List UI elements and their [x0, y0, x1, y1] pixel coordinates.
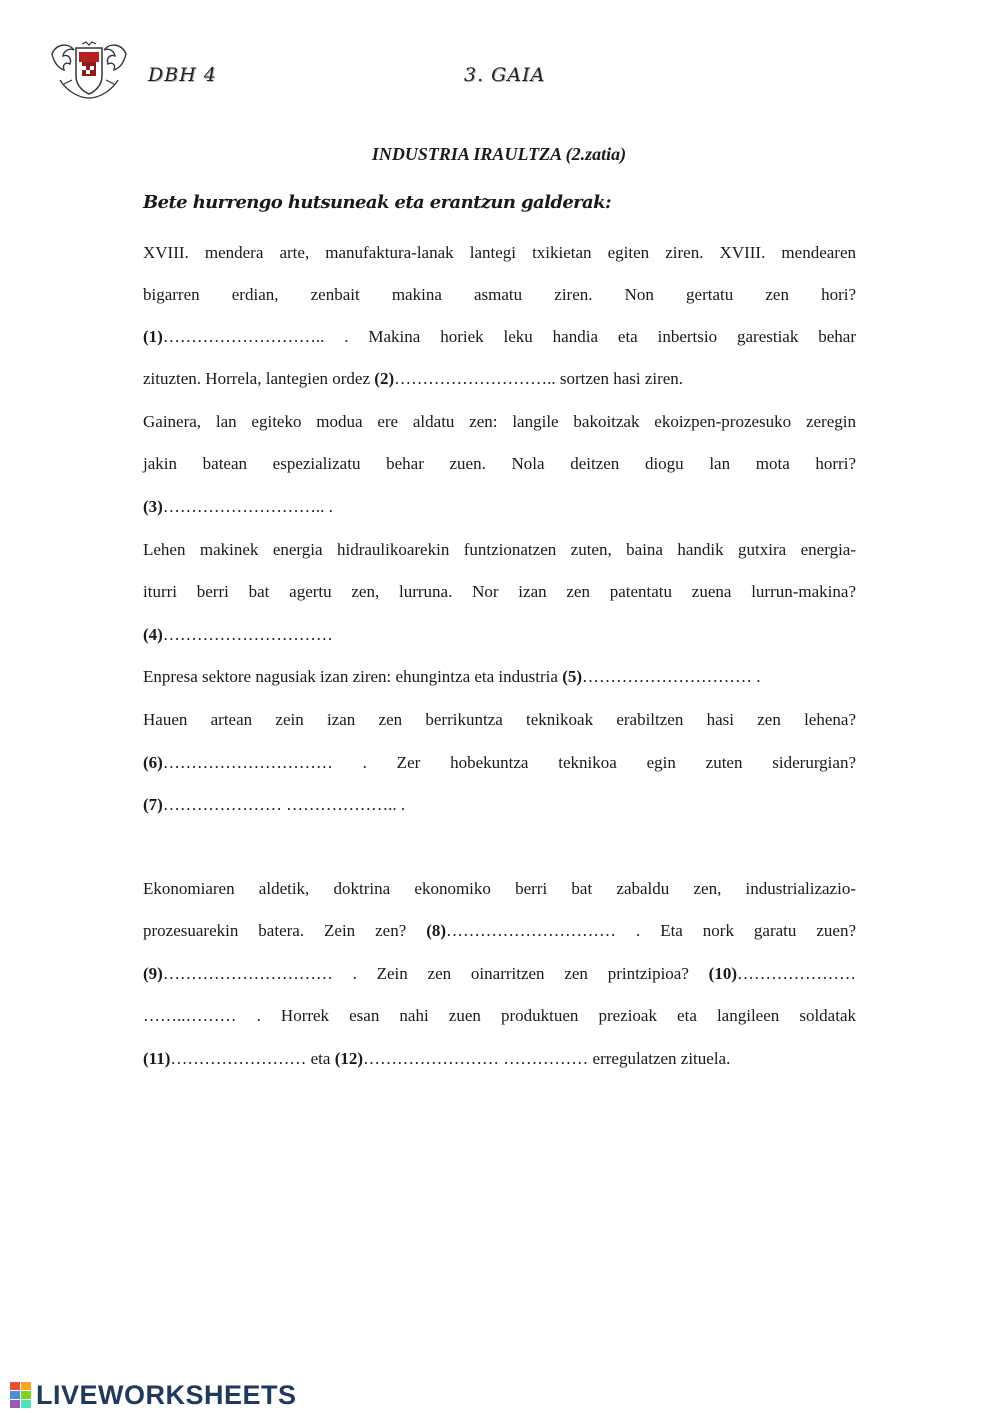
text-segment: ………………………… . Eta nork garatu zuen? [446, 921, 856, 940]
blank-number-label: (7) [143, 795, 163, 814]
blank-number-label: (9) [143, 964, 163, 983]
text-segment: …………………… eta [170, 1049, 335, 1068]
text-segment: Enpresa sektore nagusiak izan ziren: ehungintza eta industria [143, 667, 563, 686]
text-segment: ………………………… . [582, 667, 761, 686]
text-segment: Gainera, lan egiteko modua ere aldatu zen: langile bakoitzak ekoizpen-prozesuko zeregin [143, 412, 856, 431]
text-line [143, 539, 856, 561]
blank-number-label: (12) [334, 1049, 364, 1068]
blank-number-label: (6) [143, 753, 163, 772]
blank-number-label: (2) [374, 369, 395, 388]
text-segment: Hauen artean zein izan zen berrikuntza teknikoak erabiltzen hasi zen lehena? [143, 710, 856, 729]
text-segment: prozesuarekin batera. Zein zen? [143, 921, 427, 940]
text-line [143, 666, 856, 688]
text-segment: …………………… …………… erregulatzen zituela. [363, 1049, 731, 1068]
text-segment: ………………… ……………….. . [162, 795, 406, 814]
text-segment: ………………………… . Zer hobekuntza teknikoa egin zuten siderurgian? [162, 753, 856, 772]
header-course: DBH 4 [148, 64, 217, 86]
text-segment: Ekonomiaren aldetik, doktrina ekonomiko berri bat zabaldu zen, industrializazio- [143, 879, 856, 898]
blank-number-label: (5) [562, 667, 583, 686]
text-segment: ………………………… [162, 625, 333, 644]
instructions: Bete hurrengo hutsuneak eta erantzun galderak: [143, 192, 612, 213]
blank-number-label: (3) [143, 497, 163, 516]
text-segment: ……………………….. . Makina horiek leku handia eta inbertsio garestiak behar [162, 327, 856, 346]
blank-number-label: (10) [708, 964, 737, 983]
text-segment: ……..……… . Horrek esan nahi zuen produktuen prezioak eta langileen soldatak [143, 1006, 856, 1025]
text-segment: jakin batean espezializatu behar zuen. Nola deitzen diogu lan mota horri? [143, 454, 856, 473]
text-segment: Lehen makinek energia hidraulikoarekin funtzionatzen zuten, baina handik gutxira energia- [143, 540, 856, 559]
header-unit: 3. GAIA [464, 64, 546, 86]
text-segment: ………………… [737, 964, 856, 983]
text-line [143, 581, 856, 603]
text-segment: XVIII. mendera arte, manufaktura-lanak lantegi txikietan egiten ziren. XVIII. mendearen [143, 243, 856, 262]
text-line [143, 1048, 856, 1070]
text-line [143, 794, 856, 816]
text-line [143, 963, 856, 985]
text-line [143, 752, 856, 774]
text-segment: bigarren erdian, zenbait makina asmatu ziren. Non gertatu zen hori? [143, 285, 856, 304]
blank-number-label: (11) [143, 1049, 171, 1068]
text-line [143, 878, 856, 900]
text-line [143, 284, 856, 306]
text-line [143, 242, 856, 264]
text-segment: ……………………….. sortzen hasi ziren. [394, 369, 684, 388]
text-segment: iturri berri bat agertu zen, lurruna. Nor izan zen patentatu zuena lurrun-makina? [143, 582, 856, 601]
text-line [143, 920, 856, 942]
school-crest-logo [46, 40, 132, 102]
text-line [143, 453, 856, 475]
text-line [143, 326, 856, 348]
footer-brand [10, 1380, 297, 1410]
text-line [143, 1005, 856, 1027]
blank-number-label: (4) [143, 625, 163, 644]
blank-number-label: (1) [143, 327, 163, 346]
text-line [143, 709, 856, 731]
text-line [143, 624, 856, 646]
text-line [143, 411, 856, 433]
text-line [143, 496, 856, 518]
liveworksheets-logo-icon [10, 1382, 32, 1408]
brand-name: LIVEWORKSHEETS [36, 1379, 297, 1410]
text-segment: zituzten. Horrela, lantegien ordez [143, 369, 375, 388]
blank-number-label: (8) [426, 921, 447, 940]
page-title: INDUSTRIA IRAULTZA (2.zatia) [371, 144, 627, 164]
text-segment: ……………………….. . [162, 497, 333, 516]
text-segment: ………………………… . Zein zen oinarritzen zen printzipioa? [162, 964, 709, 983]
text-line [143, 368, 856, 390]
